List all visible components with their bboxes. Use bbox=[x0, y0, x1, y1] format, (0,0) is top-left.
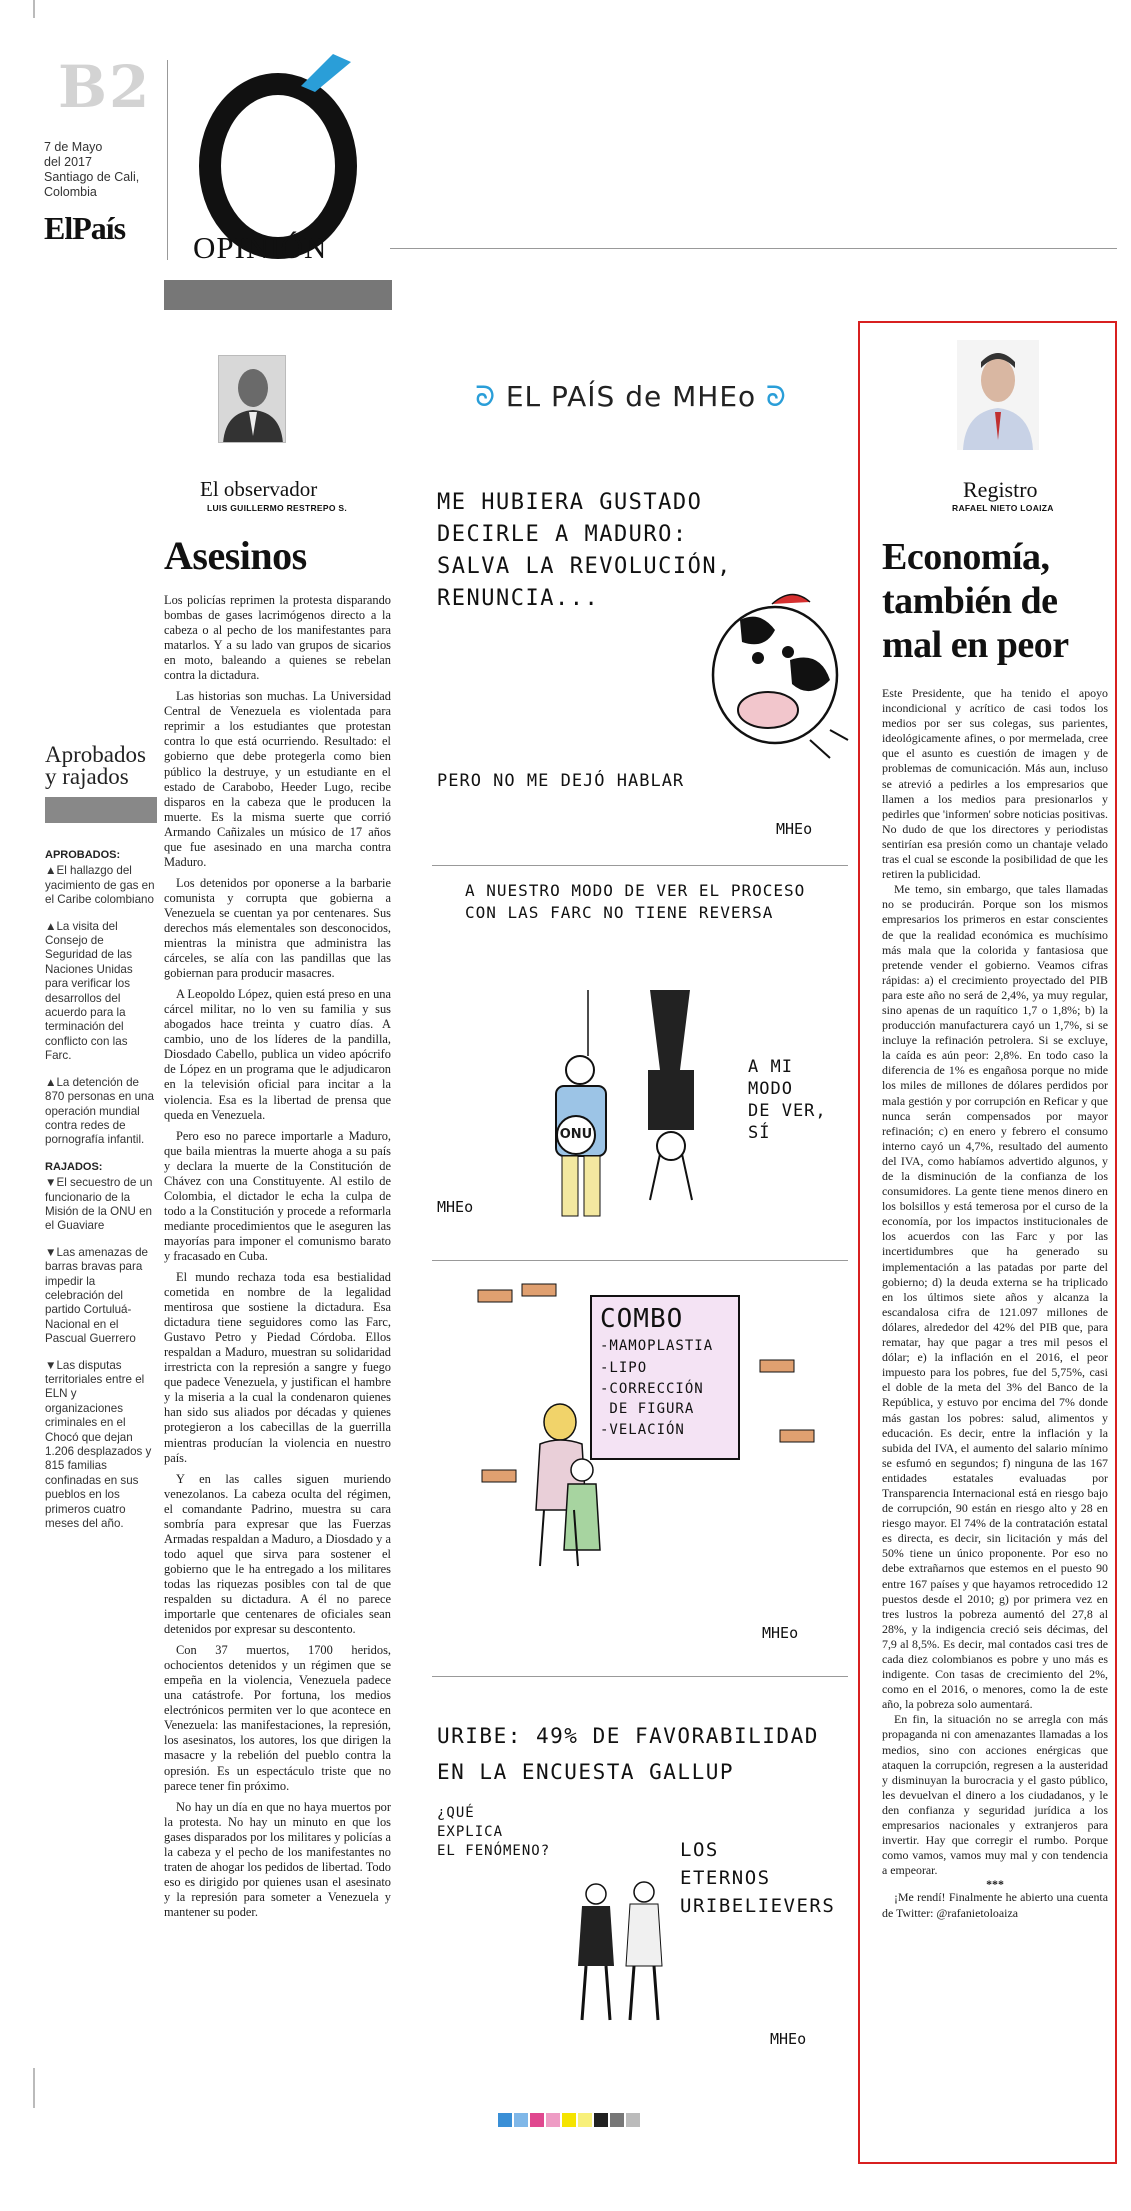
column-author-right: RAFAEL NIETO LOAIZA bbox=[952, 503, 1054, 513]
color-swatch bbox=[594, 2113, 608, 2127]
cartoon-signature: MHEo bbox=[770, 2030, 807, 2048]
color-swatch bbox=[546, 2113, 560, 2127]
panel-separator bbox=[432, 1260, 848, 1261]
paragraph: Me temo, sin embargo, que tales llamadas no se producirán. Porque son los mismos empresarios los primeros en estar conscientes de que la realidad económica es muchísimo más mala que la colorida y fantasiosa que pretende vender el gobierno. Veamos cifras rápidas: a) el crecimiento proyectado del PIB para este año no será de 2,4%, ya muy regular, sino apenas de un raquítico 1,7 o 1,8%; b) la producción manufacturera cayó un 1,7%, si se incluye la refinación petrolera. Si se excluye, la caída es aún peor: 2,8%. En todo caso la diferencia de 1% es engañosa porque no mide los miles de millones de dólares perdidos por mala gestión y por corrupción en Reficar y que nunca serán compensados por mayor refinación; c) en enero y febrero el consumo interno cayó un 4,7%, resultado del aumento del IVA, como habíamos advertido algunos, y de la disminución de la confianza de los consumidores. La gente tiene menos dinero en los bolsillos y está temerosa por el curso de la economía, por los impactos institucionales de los acuerdos con las Farc y por las incertidumbres que ha generado su implementación a las patadas por parte del gobierno; d) la deuda externa se ha triplicado en los últimos siete años y alcanza la escandalosa cifra de 121.097 millones de dólares, alrededor del 42% del PIB que, para rematar, hay que pagar a tres mil pesos el dólar; e) la inflación en el 2016, el peor impuesto para los pobres, fue del 5,75%, casi el doble de la meta del 3% del Banco de la República, y estuvo por encima del 7% donde más gastan los pobres: salud, alimentos y educación. Es decir, entre la inflación y la subida del IVA, el aumento del salario mínimo se esfumó en segundos; f) ninguna de las 167 entidades estatales evaluadas por Transparencia Internacional está en riesgo bajo de corrupción, 90 están en riesgo alto y 28 en riesgo mayor. El 74% de la contratación estatal es directa, es decir, sin licitación y más del 50% tiene un único proponente. Por eso no debe extrañarnos que estemos en el puesto 90 entre 167 países y que hayamos retrocedido 12 puestos desde el 2010; g) por primera vez en tres lustros la pobreza aumentó del 27,8 al 28%, y la indigencia creció seis décimas, del 7,9 al 8,5%. Es decir, mal contados casi tres de cada diez colombianos es pobre y uno más es indigente. Con tasas de crecimiento del 2%, como en el 2016, o menores, como la de este año, la pobreza solo aumentará. bbox=[882, 882, 1108, 1712]
women-illustration bbox=[520, 1400, 620, 1570]
registration-mark bbox=[33, 0, 35, 18]
cartoon2-reply: A MI MODO DE VER, SÍ bbox=[748, 1057, 827, 1143]
edition-place: Santiago de Cali, Colombia bbox=[44, 170, 140, 199]
footer-note: ¡Me rendí! Finalmente he abierto una cuenta de Twitter: @rafanietoloaiza bbox=[882, 1890, 1108, 1920]
paragraph: No hay un día en que no haya muertos por la protesta. No hay un minuto en que los gases disparados por los militares y policías a la cabeza y el pecho de los manifestantes no traten de ahogar los pedidos de libertad. Todo eso es dirigido por quienes usan el asesinato y la represión para someter a Venezuela y mantener su poder. bbox=[164, 1799, 391, 1919]
aprobados-rajados-title bbox=[45, 744, 146, 788]
section-separator: *** bbox=[986, 1877, 1004, 1892]
rajado-item: ▼Las disputas territoriales entre el ELN y organizaciones criminales en el Chocó que dejan 1.206 desplazados y 815 familias confinadas en sus pueblos en los primeros cuatro meses del año. bbox=[45, 1358, 152, 1531]
rajado-item: ▼Las amenazas de barras bravas para impedir la celebración del partido Cortuluá-Nacional en el Pascual Guerrero bbox=[45, 1245, 148, 1346]
article-body-left bbox=[164, 593, 391, 1926]
two-men-illustration bbox=[560, 1870, 680, 2030]
panel-separator bbox=[432, 1676, 848, 1677]
cartoon-signature: MHEo bbox=[437, 1198, 474, 1216]
newspaper-logo: ElPaís bbox=[44, 210, 126, 246]
paragraph: Los detenidos por oponerse a la barbarie comunista y corrupta que gobierna a Venezuela se cuentan ya por centenares. Sus derechos más elementales son desconocidos, mientras la ministra que administra las cárceles, se alía con las pandillas que las gobiernan para producir masacres. bbox=[164, 875, 391, 981]
column-title-left: El observador bbox=[200, 477, 318, 501]
aprobados-rajados-list bbox=[45, 848, 155, 1543]
headline-right bbox=[882, 535, 1069, 667]
combo-sign-item: -MAMOPLASTIA bbox=[600, 1338, 714, 1354]
edition-info bbox=[44, 140, 184, 200]
combo-sign-title: COMBO bbox=[600, 1304, 684, 1334]
paragraph: Y en las calles siguen muriendo venezolanos. La cabeza oculta del régimen, el comandante Padrino, muestra su cara sombría para expresar que las Fuerzas Armadas respaldan a Maduro, a Diosdado y a todo aquel que sirva para sostener el gobierno que le ha entregado a los militares todas las riquezas posibles con tal de que respalden su dictadura. A él no parece importarle que centenares de oficiales sean detenidos por expresar su descontento. bbox=[164, 1471, 391, 1637]
paragraph: Este Presidente, que ha tenido el apoyo incondicional y acrítico de casi todos los medios por ser sus colegas, sus parientes, ideológicamente afines, o por mermelada, cree que el asunto es cuestión de imagen y de problemas de comunicación. Más aun, incluso se atrevió a pedirles a los empresarios que llamen a los medios para presionarlos y pedirles que 'informen' sobre noticias positivas. No dudo de que los directores y periodistas sentirían esa presión como un chantaje velado tras el cual se esconde la posibilidad de que les retiren la publicidad. bbox=[882, 686, 1108, 882]
paragraph: Con 37 muertos, 1700 heridos, ochocientos detenidos y un régimen que se empeña en la violencia, Venezuela padece una catástrofe. Por fortuna, los medios electrónicos permiten ver lo que acontece en Venezuela: las manifestaciones, la represión, los asesinatos, los autores, los que dirigen la masacre y la rebelión del pueblo contra la opresión. Es un espectáculo triste que no parece tener fin próximo. bbox=[164, 1643, 391, 1793]
combo-sign-item: -CORRECCIÓN DE FIGURA bbox=[600, 1381, 704, 1417]
color-swatch bbox=[530, 2113, 544, 2127]
edition-date: 7 de Mayo del 2017 bbox=[44, 140, 103, 169]
author-photo-right bbox=[957, 340, 1039, 450]
cartoon-section-title bbox=[466, 380, 796, 414]
masthead-divider bbox=[167, 60, 168, 260]
cartoon4-answer: LOS ETERNOS URIBELIEVERS bbox=[680, 1839, 836, 1917]
cartoon4-caption: URIBE: 49% DE FAVORABILIDAD EN LA ENCUESTA GALLUP bbox=[437, 1724, 819, 1784]
cow-illustration bbox=[680, 580, 850, 770]
aprobado-item: ▲El hallazgo del yacimiento de gas en el Caribe colombiano bbox=[45, 864, 155, 907]
paragraph: Las historias son muchas. La Universidad Central de Venezuela es violentada para reprimir a los estudiantes que protestan contra lo que está ocurriendo. Resultado: el gobierno que debe protegerla como bien público la destruye, y un estudiante en el estado de Carabobo, Heeder Lugo, recibe disparos en la cabeza que le producen la muerte. Es la misma suerte que corrió Armando Cañizales un músico de 17 años que fue asesinado en una marcha contra Maduro. bbox=[164, 689, 391, 869]
color-swatch bbox=[514, 2113, 528, 2127]
headline-left: Asesinos bbox=[164, 533, 307, 578]
paragraph: Los policías reprimen la protesta disparando bombas de gases lacrimógenos directo a la cabeza o al pecho de los manifestantes para matarlos. Y a su lado van grupos de sicarios en moto, baleando a quienes se rebelan contra la dictadura. bbox=[164, 593, 391, 683]
color-swatch bbox=[626, 2113, 640, 2127]
cartoon1-caption: PERO NO ME DEJÓ HABLAR bbox=[437, 771, 685, 791]
paragraph: Pero eso no parece importarle a Maduro, que baila mientras la muerte ahoga a su país y declara la muerte de la Constitución de Chávez con una Constituyente. Al estilo de Colombia, el dictador le echa la culpa de todo a la Constitución y procede a reformarla mediante procedimientos que le aseguren las mayorías para imponer el comunismo barato y fracasado en Cuba. bbox=[164, 1128, 391, 1263]
print-color-strip bbox=[498, 2113, 642, 2127]
cartoon4-question: ¿QUÉ EXPLICA EL FENÓMENO? bbox=[437, 1805, 551, 1859]
aprobados-rajados-bar bbox=[45, 797, 157, 823]
paragraph: En fin, la situación no se arregla con más propaganda ni con amenazantes llamadas a los medios, sino con acciones enérgicas que ataquen la corrupción, regresen a la austeridad y disminuyan la burocracia y el gasto público, les devuelvan el dinero a los ciudadanos, y le den confianza y seguridad jurídica a los empresarios nacionales y extranjeros para invertir. Hay que corregir el rumbo. Porque como vamos, vamos muy mal y con tendencia a empeorar. bbox=[882, 1712, 1108, 1878]
color-swatch bbox=[610, 2113, 624, 2127]
article-body-right bbox=[882, 686, 1108, 1921]
onu-badge: ONU bbox=[556, 1115, 596, 1155]
color-swatch bbox=[562, 2113, 576, 2127]
swirl-icon: ᘐ bbox=[475, 380, 506, 413]
onu-figures-illustration bbox=[540, 970, 740, 1230]
aprobado-item: ▲La visita del Consejo de Seguridad de las Naciones Unidas para verificar los desarrollos del acuerdo para la terminación del conflicto con las Farc. bbox=[45, 919, 133, 1063]
author-portrait-icon bbox=[957, 340, 1039, 450]
section-bar bbox=[164, 280, 392, 310]
aprobado-item: ▲La detención de 870 personas en una operación mundial contra redes de pornografía infantil. bbox=[45, 1075, 154, 1147]
author-photo-left bbox=[218, 355, 286, 443]
headline-line: también de bbox=[882, 580, 1058, 622]
cartoon-signature: MHEo bbox=[776, 820, 813, 838]
rajado-item: ▼El secuestro de un funcionario de la Misión de la ONU en el Guaviare bbox=[45, 1176, 153, 1233]
registration-mark bbox=[33, 2068, 35, 2108]
color-swatch bbox=[578, 2113, 592, 2127]
section-title: OPINIÓN bbox=[193, 230, 328, 265]
title-line: y rajados bbox=[45, 764, 129, 789]
headline-line: Economía, bbox=[882, 536, 1050, 578]
cartoon1-speech: ME HUBIERA GUSTADO DECIRLE A MADURO: SALVA LA REVOLUCIÓN, RENUNCIA... bbox=[437, 490, 732, 611]
paragraph: El mundo rechaza toda esa bestialidad cometida en nombre de la legalidad mentirosa que sostiene la dictadura. Esa dictadura tiene seguidores como las Farc, Gustavo Petro y Piedad Córdoba. Ellos respaldan a Maduro, muestran su solidaridad irrestricta con la represión a sangre y fuego que padece Venezuela, y justifican el hambre y la miseria a la cual la condenaron quienes han sido sus aliados por décadas y quienes protegieron a los cabecillas de la guerrilla mientras producían la violencia en nuestro país. bbox=[164, 1270, 391, 1465]
cartoon-signature: MHEo bbox=[762, 1624, 799, 1642]
header-rule bbox=[390, 248, 1117, 249]
aprobados-label: APROBADOS: bbox=[45, 849, 121, 861]
panel-separator bbox=[432, 865, 848, 866]
rajados-label: RAJADOS: bbox=[45, 1160, 103, 1173]
combo-sign-item: -VELACIÓN bbox=[600, 1422, 685, 1438]
cartoon-title-text: EL PAÍS de MHEo bbox=[505, 380, 757, 413]
column-title-right: Registro bbox=[963, 477, 1038, 502]
page-number: B2 bbox=[58, 53, 152, 121]
author-portrait-icon bbox=[219, 356, 286, 443]
swirl-icon: ᘐ bbox=[756, 380, 787, 413]
paragraph: A Leopoldo López, quien está preso en una cárcel militar, no lo ven su familia y sus abogados hace treinta y cuatro días. A cambio, uno de los líderes de la pandilla, Diosdado Cabello, publica un video apócrifo de López en un programa que le adjudicaron en la televisión oficial para incitar a la violencia. Esa es la libertad de prensa que queda en Venezuela. bbox=[164, 987, 391, 1122]
combo-sign-item: -LIPO bbox=[600, 1360, 648, 1376]
cartoon2-caption: A NUESTRO MODO DE VER EL PROCESO CON LAS FARC NO TIENE REVERSA bbox=[465, 881, 806, 922]
color-swatch bbox=[498, 2113, 512, 2127]
title-line: Aprobados bbox=[45, 742, 146, 767]
column-author-left: LUIS GUILLERMO RESTREPO S. bbox=[207, 503, 348, 513]
headline-line: mal en peor bbox=[882, 624, 1069, 666]
